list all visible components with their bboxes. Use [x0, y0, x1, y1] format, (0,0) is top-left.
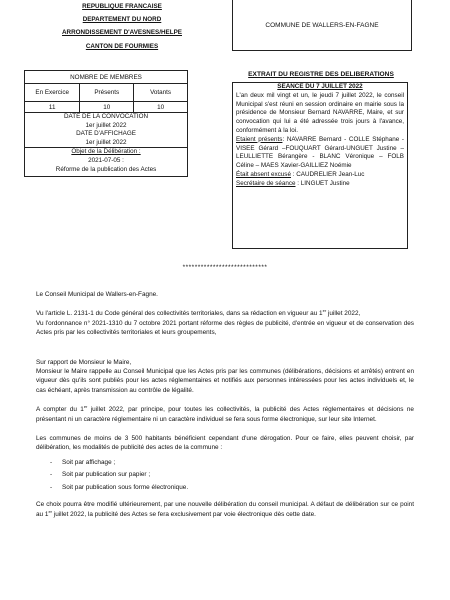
- affichage-date: 1er juillet 2022: [85, 138, 127, 146]
- compter-text: A compter du 1: [36, 406, 84, 414]
- excuse-label: Était absent excusé: [236, 170, 291, 178]
- administrative-header: [24, 0, 220, 53]
- rapport-line: Sur rapport de Monsieur le Maire,: [36, 358, 132, 366]
- choix-text: Ce choix pourra être modifié ultérieurement, par une nouvelle délibération du conseil municipal. A défaut de délibération sur ce point au 1: [36, 501, 414, 518]
- affichage-label: DATE D'AFFICHAGE: [76, 130, 136, 138]
- col-presents: Présents: [80, 84, 134, 102]
- dates-cell: [25, 113, 188, 148]
- choix-sup: er: [48, 508, 53, 514]
- secretaire-label: Secrétaire de séance: [236, 179, 296, 187]
- bullet-dash: -: [50, 483, 53, 491]
- canton-label: CANTON DE FOURMIES: [85, 42, 159, 50]
- value-en-exercice: 11: [25, 102, 80, 113]
- objet-label: Objet de la Délibération :: [71, 148, 141, 156]
- seance-title: SEANCE DU 7 JUILLET 2022: [277, 83, 363, 90]
- compter-paragraph: [36, 405, 414, 424]
- vu-article-text-end: juillet 2022,: [326, 310, 361, 318]
- derogation-paragraph: Les communes de moins de 3 500 habitants bénéficient cependant d'une dérogation. Pour ce faire, elles peuvent choisir, par délibération, les modalités de publicité des actes de la commune :: [36, 435, 414, 452]
- excuse-name: : CAUDRELIER Jean-Luc: [290, 170, 365, 178]
- arrondissement-label: ARRONDISSEMENT D'AVESNES/HELPE: [62, 29, 182, 37]
- commune-label: COMMUNE DE WALLERS-EN-FAGNE: [265, 21, 379, 29]
- objet-cell: [25, 148, 188, 177]
- mode-affichage: Soit par affichage ;: [62, 458, 116, 466]
- star-separator: ****************************: [182, 264, 268, 271]
- presents-list: : NAVARRE Bernard - COLLE Stéphane - VISEE Gérard –FOUQUART Gérard-UNGUET Justine – LEULLIETTE Bérangère - BLANC Véronique – FOLB Céline – MAES Xavier-GAILLIEZ Noémie: [236, 135, 404, 170]
- convocation-label: DATE DE LA CONVOCATION: [63, 113, 149, 120]
- republic-label: REPUBLIQUE FRANCAISE: [82, 3, 162, 10]
- objet-text: Réforme de la publication des Actes: [55, 165, 157, 173]
- choix-paragraph: [36, 500, 414, 519]
- col-en-exercice: En Exercice: [25, 84, 80, 102]
- members-table: [24, 70, 188, 177]
- seance-box: [232, 82, 408, 249]
- commune-box: [232, 0, 412, 51]
- mode-electronique: Soit par publication sous forme électronique.: [62, 483, 189, 491]
- vu-article-paragraph: [36, 309, 414, 318]
- mode-item: [50, 482, 414, 495]
- vu-article-text: Vu l'article L. 2131-1 du Code général des collectivités territoriales, dans sa rédaction en vigueur au 1: [36, 310, 323, 318]
- excuse-block: [236, 171, 404, 180]
- presents-label: Etaient présents: [236, 135, 283, 143]
- compter-text-end: juillet 2022, par principe, pour toutes les collectivités, la publicité des Actes réglementaires et décisions ne présentant ni un caractère réglementaire ni un caractère individuel se fera sous forme électronique, sur leur site Internet.: [36, 406, 414, 423]
- council-line: Le Conseil Municipal de Wallers-en-Fagne.: [36, 291, 158, 298]
- vu-ordonnance-paragraph: Vu l'ordonnance n° 2021-1310 du 7 octobre 2021 portant réforme des règles de publicité, d'entrée en vigueur et de conservation des Actes pris par les collectivités territoriales et leurs groupements,: [36, 319, 414, 337]
- rappel-paragraph: Monsieur le Maire rappelle au Conseil Municipal que les Actes pris par les communes (délibérations, décisions et arrêtés) entrent en vigueur dès qu'ils sont publiés pour les actes réglementaires et notifiés aux personnes intéressées pour les actes individuels et, le cas échéant, après transmission au contrôle de légalité.: [36, 368, 414, 394]
- members-title: NOMBRE DE MEMBRES: [25, 71, 188, 84]
- deliberation-body: [36, 290, 414, 519]
- department-label: DEPARTEMENT DU NORD: [82, 16, 162, 24]
- presents-block: [236, 136, 404, 171]
- choix-text-end: juillet 2022, la publicité des Actes se fera exclusivement par voie électronique dès cette date.: [52, 510, 316, 518]
- bullet-dash: -: [50, 471, 53, 479]
- bullet-dash: -: [50, 458, 53, 466]
- compter-sup: er: [83, 404, 88, 410]
- value-votants: 10: [134, 102, 188, 113]
- vu-article-sup: er: [322, 308, 327, 314]
- mode-item: [50, 469, 414, 482]
- mode-item: [50, 457, 414, 470]
- col-votants: Votants: [134, 84, 188, 102]
- seance-intro: L'an deux mil vingt et un, le jeudi 7 juillet 2022, le conseil Municipal s'est réuni en session ordinaire en mairie sous la présidence de Monsieur Bernard NAVARRE, Maire, et sur convocation qui lui a été adressée trois jours à l'avance, conformément à la loi.: [236, 91, 404, 134]
- convocation-date: 1er juillet 2022: [85, 121, 127, 129]
- secretaire-block: [236, 180, 404, 189]
- secretaire-name: : LINGUET Justine: [295, 179, 350, 187]
- objet-number: 2021-07-05 :: [88, 156, 124, 164]
- value-presents: 10: [80, 102, 134, 113]
- publicity-modes-list: [36, 457, 414, 495]
- mode-papier: Soit par publication sur papier ;: [62, 471, 151, 479]
- extract-title: EXTRAIT DU REGISTRE DES DELIBERATIONS: [248, 71, 394, 78]
